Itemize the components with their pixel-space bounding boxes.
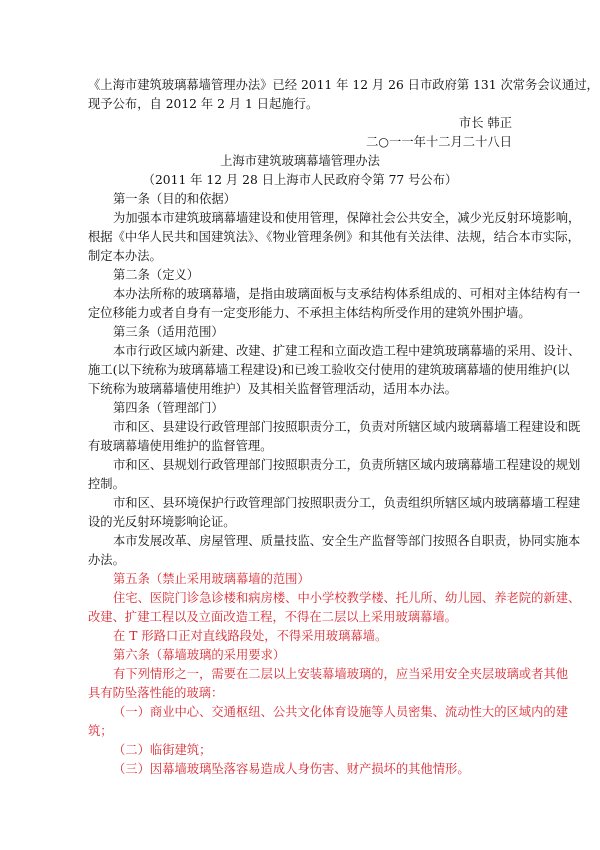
signature-title: 市长 韩正 bbox=[458, 116, 512, 130]
list-item-highlighted: （三）因幕墙玻璃坠落容易造成人身伤害、财产损坏的其他情形。 bbox=[113, 762, 470, 776]
article-text-highlighted: 有下列情形之一，需要在二层以上安装幕墙玻璃的，应当采用安全夹层玻璃或者其他 bbox=[113, 667, 568, 681]
article-text: 市和区、县环境保护行政管理部门按照职责分工，负责组织所辖区域内玻璃幕墙工程建 bbox=[113, 496, 581, 510]
preamble-line: 《上海市建筑玻璃幕墙管理办法》已经 2011 年 12 月 26 日市政府第 131 次常务会议通过， bbox=[88, 78, 599, 92]
document-subtitle: （2011 年 12 月 28 日上海市人民政府令第 77 号公布） bbox=[142, 173, 458, 187]
article-heading-highlighted: 第五条（禁止采用玻璃幕墙的范围） bbox=[113, 572, 310, 586]
article-heading: 第四条（管理部门） bbox=[113, 401, 224, 415]
article-text: 本市行政区域内新建、改建、扩建工程和立面改造工程中建筑玻璃幕墙的采用、设计、 bbox=[113, 344, 581, 358]
article-text: 定位移能力或者自身有一定变形能力、不承担主体结构所受作用的建筑外围护墙。 bbox=[88, 306, 531, 320]
article-text-highlighted: 具有防坠落性能的玻璃： bbox=[88, 686, 224, 700]
article-text: 控制。 bbox=[88, 477, 125, 491]
list-item-highlighted: （一）商业中心、交通枢纽、公共文化体育设施等人员密集、流动性大的区域内的建 bbox=[113, 705, 568, 719]
article-text-highlighted: 改建、扩建工程以及立面改造工程，不得在二层以上采用玻璃幕墙。 bbox=[88, 610, 457, 624]
article-text-highlighted: 住宅、医院门诊急诊楼和病房楼、中小学校教学楼、托儿所、幼儿园、养老院的新建、 bbox=[113, 591, 581, 605]
list-item-highlighted: （二）临街建筑； bbox=[113, 743, 212, 757]
article-text: 市和区、县规划行政管理部门按照职责分工，负责所辖区域内玻璃幕墙工程建设的规划 bbox=[113, 458, 581, 472]
article-text: 有玻璃幕墙使用维护的监督管理。 bbox=[88, 439, 273, 453]
list-item-highlighted: 筑； bbox=[88, 724, 113, 738]
signature-date: 二○一一年十二月二十八日 bbox=[366, 135, 512, 149]
article-text: 设的光反射环境影响论证。 bbox=[88, 515, 236, 529]
article-text: 制定本办法。 bbox=[88, 249, 162, 263]
article-text-highlighted: 在 T 形路口正对直线路段处，不得采用玻璃幕墙。 bbox=[113, 629, 388, 643]
article-text: 下统称为玻璃幕墙使用维护）及其相关监督管理活动，适用本办法。 bbox=[88, 382, 457, 396]
article-heading: 第三条（适用范围） bbox=[113, 325, 224, 339]
article-text: 施工(以下统称为玻璃幕墙工程建设)和已竣工验收交付使用的建筑玻璃幕墙的使用维护(以 bbox=[88, 363, 570, 377]
article-text: 本市发展改革、房屋管理、质量技监、安全生产监督等部门按照各自职责，协同实施本 bbox=[113, 534, 581, 548]
preamble-line: 现予公布，自 2012 年 2 月 1 日起施行。 bbox=[88, 97, 319, 111]
article-text: 市和区、县建设行政管理部门按照职责分工，负责对所辖区域内玻璃幕墙工程建设和既 bbox=[113, 420, 581, 434]
article-heading: 第一条（目的和依据） bbox=[113, 192, 236, 206]
document-title: 上海市建筑玻璃幕墙管理办法 bbox=[220, 154, 380, 168]
article-heading-highlighted: 第六条（幕墙玻璃的采用要求） bbox=[113, 648, 286, 662]
article-text: 为加强本市建筑玻璃幕墙建设和使用管理，保障社会公共安全，减少光反射环境影响， bbox=[113, 211, 581, 225]
article-text: 本办法所称的玻璃幕墙，是指由玻璃面板与支承结构体系组成的、可相对主体结构有一 bbox=[113, 287, 581, 301]
article-text: 根据《中华人民共和国建筑法》、《物业管理条例》和其他有关法律、法规，结合本市实际， bbox=[88, 230, 580, 244]
article-text: 办法。 bbox=[88, 553, 125, 567]
article-heading: 第二条（定义） bbox=[113, 268, 200, 282]
